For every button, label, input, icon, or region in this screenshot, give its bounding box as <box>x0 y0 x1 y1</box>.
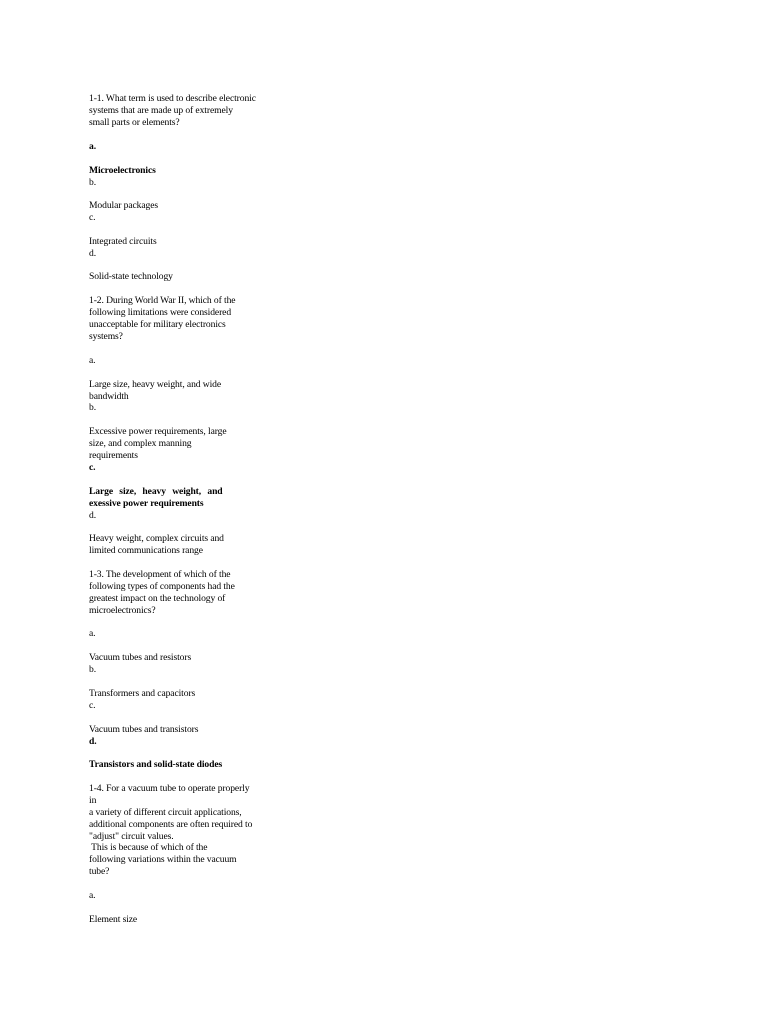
question-1-3-prompt-line-1: 1-3. The development of which of the <box>89 569 231 580</box>
question-1-3-prompt-line-2: following types of components had the <box>89 581 235 592</box>
question-1-4-prompt-line-7: following variations within the vacuum <box>89 854 237 865</box>
question-1-2-option-b-text-line-2: size, and complex manning <box>89 438 192 449</box>
question-1-1-option-c-letter: c. <box>89 212 96 223</box>
question-1-4-prompt-line-2: in <box>89 795 97 806</box>
question-1-1-option-c-text: Integrated circuits <box>89 236 157 247</box>
question-1-1-option-d-text: Solid-state technology <box>89 271 173 282</box>
question-1-1-option-d-letter: d. <box>89 248 96 259</box>
question-1-3-option-b-text: Transformers and capacitors <box>89 688 196 699</box>
question-1-1-prompt-line-1: 1-1. What term is used to describe electronic <box>89 93 256 104</box>
question-1-3-prompt-line-4: microelectronics? <box>89 605 156 616</box>
question-1-2-prompt-line-1: 1-2. During World War II, which of the <box>89 295 236 306</box>
question-1-1-option-b-text: Modular packages <box>89 200 158 211</box>
question-1-1-option-b-letter: b. <box>89 177 96 188</box>
question-1-1-prompt-line-3: small parts or elements? <box>89 117 180 128</box>
question-1-1-option-a-letter: a. <box>89 141 96 152</box>
question-1-2-prompt-line-4: systems? <box>89 331 123 342</box>
question-1-4-option-a-letter: a. <box>89 890 96 901</box>
question-1-3-option-a-letter: a. <box>89 628 96 639</box>
question-1-2-option-a-letter: a. <box>89 355 96 366</box>
question-1-2-option-d-text-line-2: limited communications range <box>89 545 203 556</box>
question-1-2-option-a-text-line-2: bandwidth <box>89 391 129 402</box>
question-1-2-option-c-text-line-1: Large size, heavy weight, and <box>89 486 223 497</box>
question-1-2-option-a-text-line-1: Large size, heavy weight, and wide <box>89 379 222 390</box>
question-1-2-option-c-letter: c. <box>89 462 96 473</box>
question-1-1-prompt-line-2: systems that are made up of extremely <box>89 105 233 116</box>
question-1-2-option-b-letter: b. <box>89 402 96 413</box>
question-1-4-prompt-line-3: a variety of different circuit applications, <box>89 807 242 818</box>
question-1-3-option-c-letter: c. <box>89 700 96 711</box>
question-1-3-option-c-text: Vacuum tubes and transistors <box>89 724 199 735</box>
question-1-4-prompt-line-4: additional components are often required to <box>89 819 253 830</box>
question-1-2-option-d-text-line-1: Heavy weight, complex circuits and <box>89 533 224 544</box>
question-1-4-prompt-line-5: "adjust" circuit values. <box>89 831 174 842</box>
question-1-3-option-d-text: Transistors and solid-state diodes <box>89 759 223 770</box>
question-1-2-prompt-line-2: following limitations were considered <box>89 307 232 318</box>
question-1-2-prompt-line-3: unacceptable for military electronics <box>89 319 226 330</box>
question-1-3-option-b-letter: b. <box>89 664 96 675</box>
question-1-3-prompt-line-3: greatest impact on the technology of <box>89 593 226 604</box>
question-1-1-option-a-text: Microelectronics <box>89 165 156 176</box>
question-1-4-prompt-line-8: tube? <box>89 866 110 877</box>
question-1-4-prompt-line-1: 1-4. For a vacuum tube to operate properly <box>89 783 250 794</box>
question-1-2-option-b-text-line-1: Excessive power requirements, large <box>89 426 227 437</box>
question-1-2-option-c-text-line-2: exessive power requirements <box>89 498 204 509</box>
question-1-4-option-a-text: Element size <box>89 914 138 925</box>
question-1-4-prompt-line-6: This is because of which of the <box>89 842 208 853</box>
question-1-3-option-d-letter: d. <box>89 736 97 747</box>
question-1-2-option-d-letter: d. <box>89 510 96 521</box>
question-1-2-option-b-text-line-3: requirements <box>89 450 138 461</box>
question-1-3-option-a-text: Vacuum tubes and resistors <box>89 652 192 663</box>
